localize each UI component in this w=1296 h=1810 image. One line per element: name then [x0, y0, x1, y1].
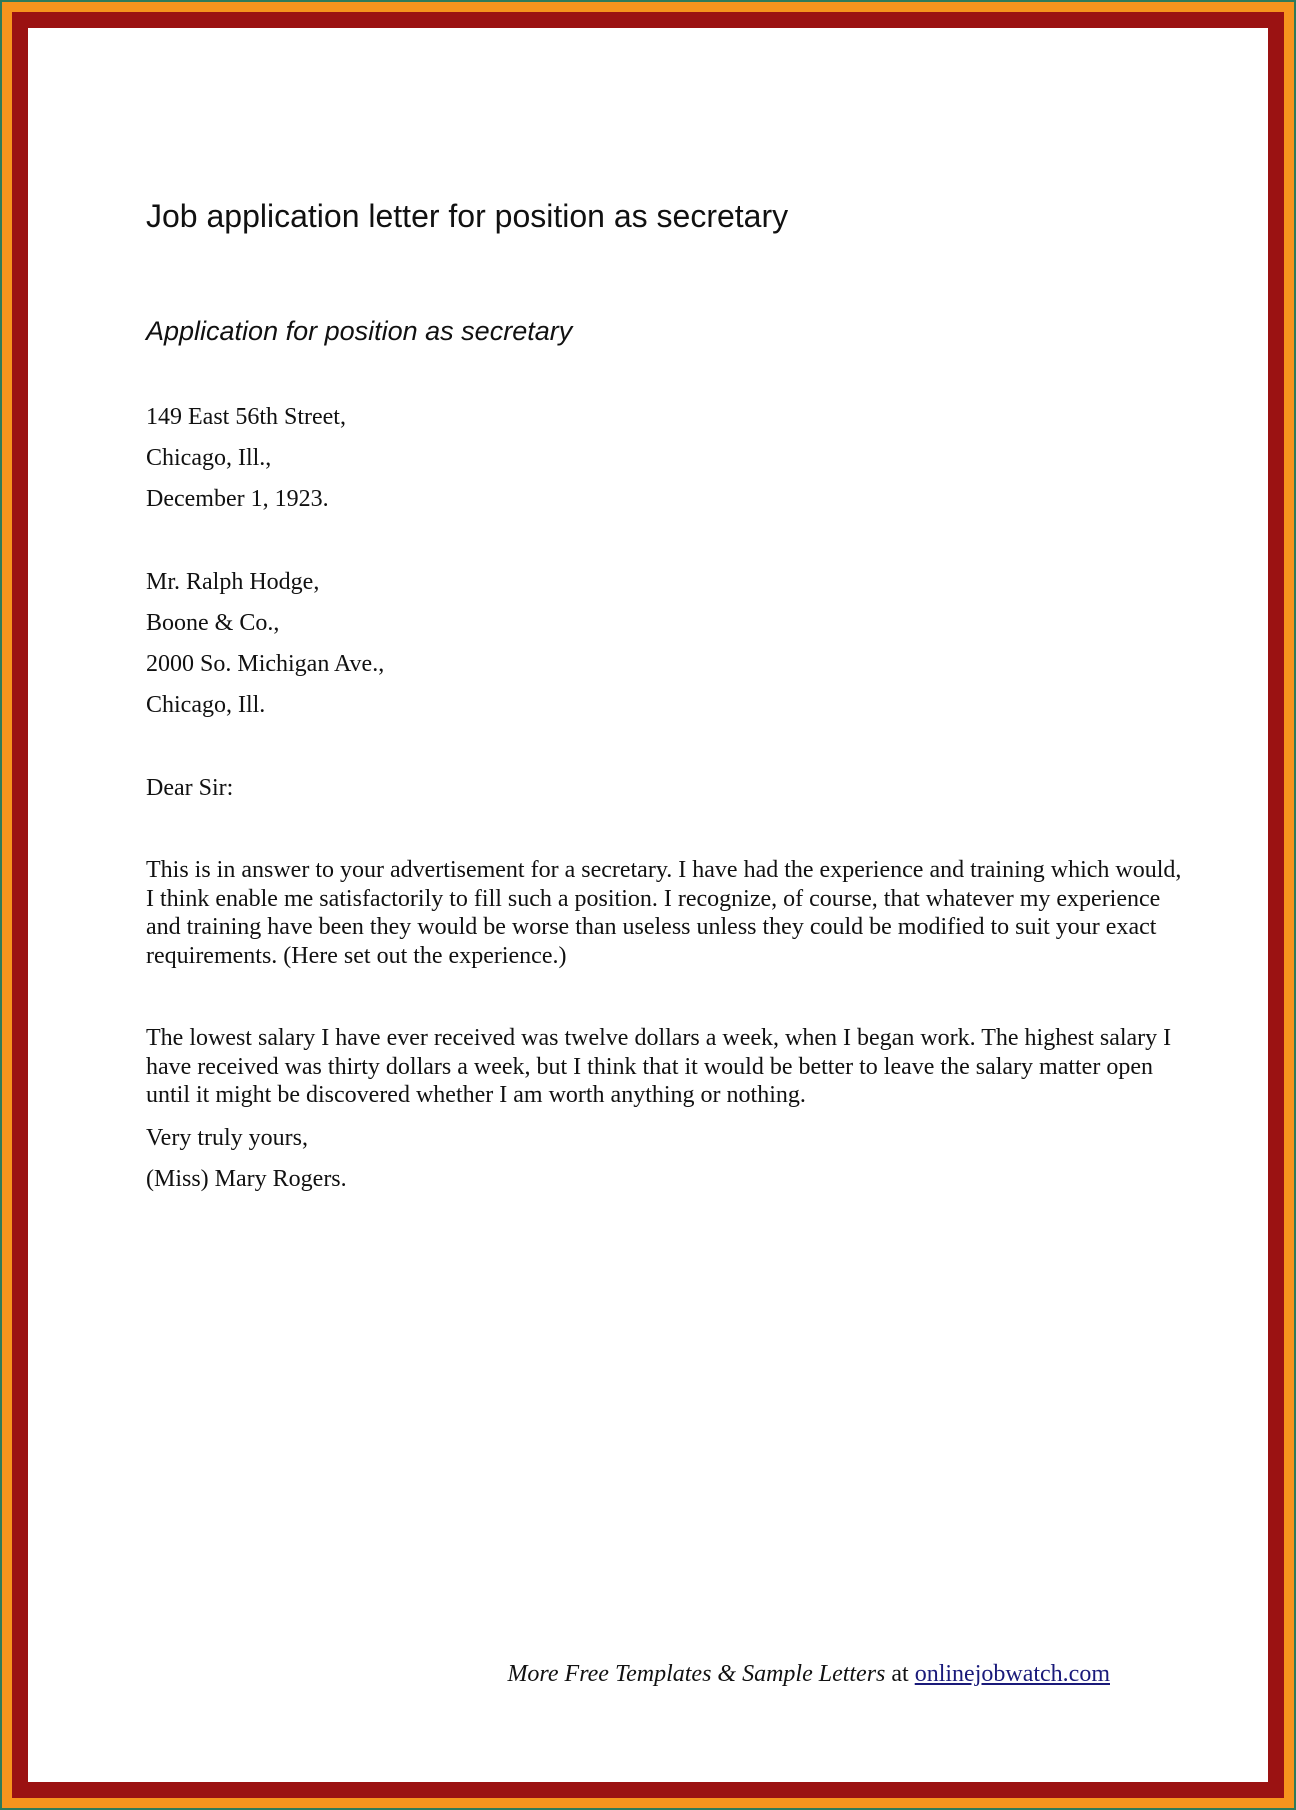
signature: (Miss) Mary Rogers.	[146, 1166, 347, 1192]
sender-street: 149 East 56th Street,	[146, 404, 346, 430]
recipient-city: Chicago, Ill.	[146, 692, 266, 718]
recipient-street: 2000 So. Michigan Ave.,	[146, 651, 385, 677]
footer-promo-text: More Free Templates & Sample Letters	[507, 1661, 886, 1687]
footer-link[interactable]: onlinejobwatch.com	[914, 1661, 1110, 1687]
document-subtitle: Application for position as secretary	[146, 316, 573, 346]
footer-connector: at	[891, 1661, 909, 1687]
recipient-company: Boone & Co.,	[146, 610, 280, 636]
document-title: Job application letter for position as secretary	[146, 198, 789, 234]
recipient-name: Mr. Ralph Hodge,	[146, 569, 320, 595]
body-paragraph-1: This is in answer to your advertisement for a secretary. I have had the experience and training which would, I think enable me satisfactorily to fill such a position. I recognize, of course, that whatever my experience and training have been they would be worse than useless unless they could be modified to suit your exact requirements. (Here set out the experience.)	[146, 857, 1182, 969]
body-paragraph-2: The lowest salary I have ever received was twelve dollars a week, when I began work. The highest salary I have received was thirty dollars a week, but I think that it would be better to leave the salary matter open until it might be discovered whether I am worth anything or nothing.	[146, 1025, 1172, 1108]
salutation: Dear Sir:	[146, 775, 234, 801]
letter-page	[28, 28, 1268, 1782]
sender-city: Chicago, Ill.,	[146, 445, 272, 471]
footer	[507, 1661, 1110, 1688]
letter-date: December 1, 1923.	[146, 486, 329, 512]
closing: Very truly yours,	[146, 1125, 308, 1151]
